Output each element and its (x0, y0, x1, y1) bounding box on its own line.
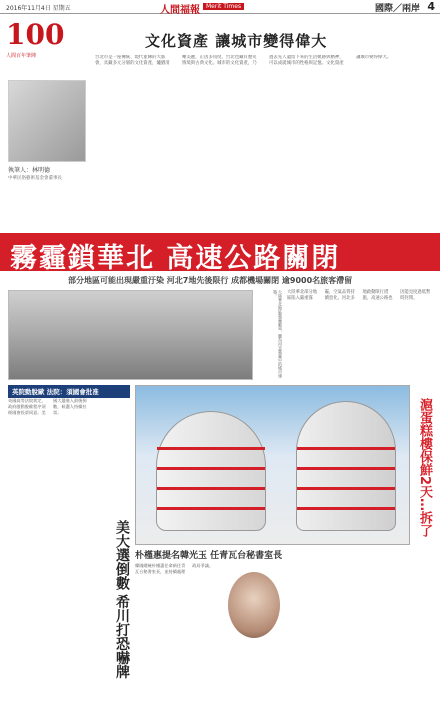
building-photo (135, 385, 410, 545)
masthead-subtitle: Merit Times (203, 3, 244, 10)
left-news-body: 英國高等法院裁定，政府啟動脫歐程序須經國會投票同意。美國大選進入最後倒數，候選人持續拉票。 (8, 398, 87, 415)
author-photo (8, 80, 86, 162)
smog-photo (8, 290, 253, 380)
author-name: 執筆人：林明德 (8, 167, 51, 174)
uk-court-headline: 英院動脫歐 法院：須國會批准 (8, 385, 130, 398)
shanghai-headline: 滬蛋糕樓保鮮2天…拆了 (417, 398, 432, 538)
article-title: 文化資產 讓城市變得偉大 (145, 32, 328, 50)
smog-caption: 大陸華北地區霧霾嚴重，圖為河北霧霾中的城市建築。 (273, 290, 283, 378)
headline-subtitle: 部分地區可能出現嚴重汙染 河北7地先後限行 成都機場關閉 逾9000名旅客滯留 (68, 276, 353, 285)
special-column-label: 人間百年筆陣 (6, 53, 37, 59)
special-column-badge (6, 18, 82, 78)
article-body: 台北市是一座傳統、現代並陳的大都會，具藏多元分層的文化資產，爐猶清晰美麗，正因多角度，台北也藏有歷史情境與古典文化。城市的文化資產，乃過去先人遺留下來的生活軌跡與精神，可以成就城市的性格與記憶。文化資產讓城市變得偉大。 (95, 55, 392, 67)
headline-banner (0, 233, 440, 274)
century-badge: 100 (6, 18, 65, 51)
main-headline: 霧霾鎖華北 高速公路關閉 (10, 243, 341, 274)
left-building (156, 411, 266, 531)
page-number: 4 (427, 0, 435, 13)
masthead-logo: 人間福報 (160, 5, 200, 16)
portrait-photo (228, 572, 280, 638)
us-election-headline: 美大選倒數 希川打恐嚇牌 (114, 520, 130, 679)
smog-article-body: 大陸華北部分地區陷入嚴重霧霾，空氣品質持續惡化，河北多地啟動限行措施，高速公路也因能見度過低暫時封閉。 (287, 290, 431, 301)
korea-headline: 朴槿惠提名韓光玉 任青瓦台秘書室長 (135, 551, 283, 561)
issue-date: 2016年11月4日 星期五 (6, 5, 71, 12)
korea-article-body: 韓國總統朴槿惠任命新任青瓦台秘書室長，並持續處理政局爭議。 (135, 563, 214, 574)
section-title: 國際／兩岸 (374, 4, 420, 14)
right-building (296, 401, 396, 531)
author-role: 中華民俗藝術基金會董事長 (8, 176, 62, 181)
newspaper-header (0, 0, 440, 14)
